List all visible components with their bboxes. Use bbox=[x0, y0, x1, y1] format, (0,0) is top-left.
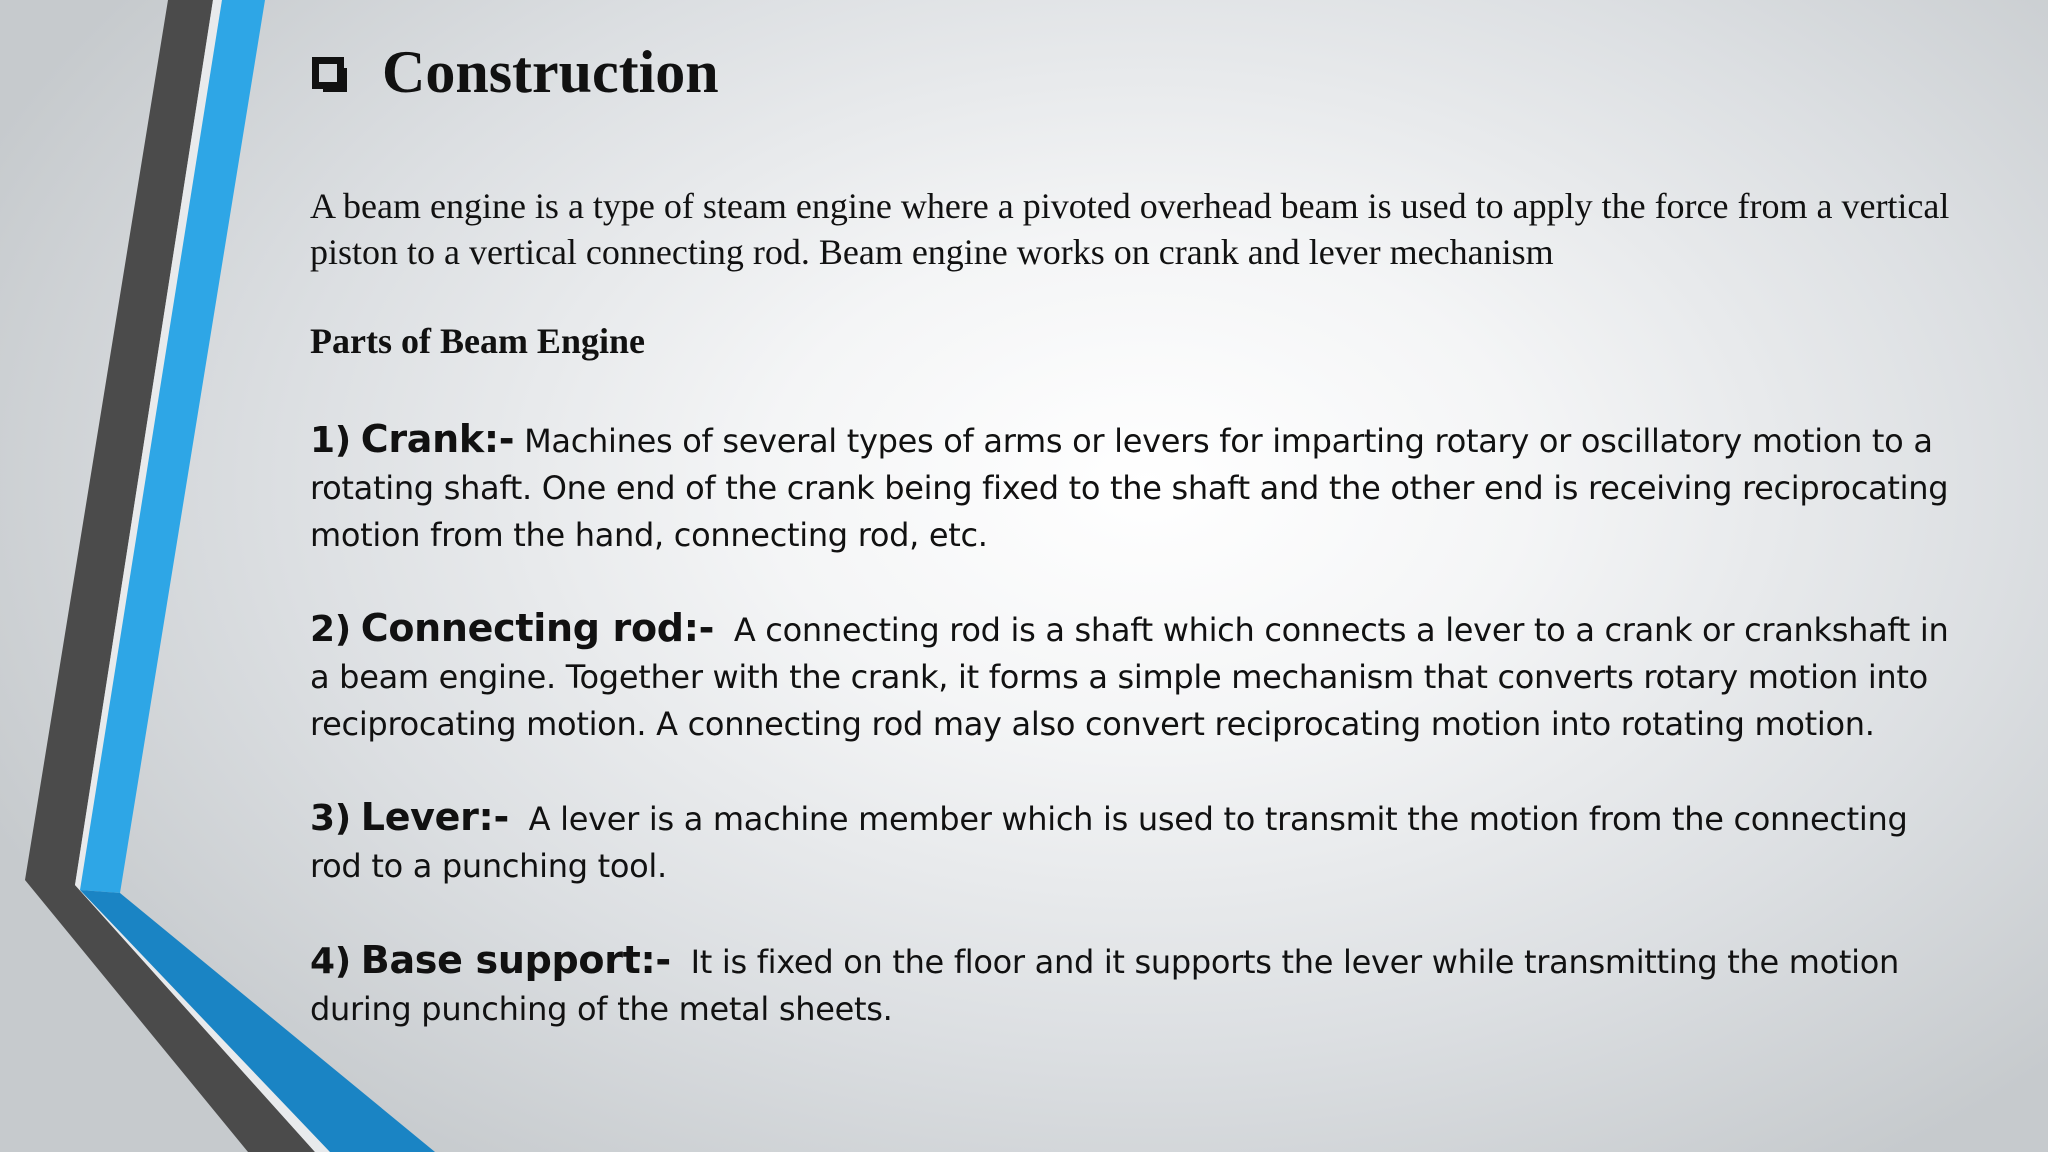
part-description: A connecting rod is a shaft which connects a lever to a crank or crankshaft in a beam engine. Together with the crank, it forms a simple mechanism that converts rotary motion into reciprocating motion. A connecting rod may also convert reciprocating motion into rotating motion. bbox=[310, 611, 1949, 743]
part-description: A lever is a machine member which is used to transmit the motion from the connecting rod to a punching tool. bbox=[310, 800, 1908, 885]
part-item-lever bbox=[310, 794, 1950, 890]
part-number: 2) bbox=[310, 609, 351, 650]
slide-title bbox=[312, 38, 719, 107]
part-number: 1) bbox=[310, 420, 351, 461]
part-term: Connecting rod:- bbox=[360, 606, 715, 650]
part-item-base-support bbox=[310, 937, 1950, 1033]
part-item-crank bbox=[310, 416, 1950, 559]
part-term: Lever:- bbox=[360, 795, 509, 839]
part-number: 4) bbox=[310, 941, 351, 982]
slide-title-text: Construction bbox=[382, 39, 719, 105]
part-description: Machines of several types of arms or levers for imparting rotary or oscillatory motion to a rotating shaft. One end of the crank being fixed to the shaft and the other end is receiving reciprocating motion from the hand, connecting rod, etc. bbox=[310, 422, 1949, 554]
checkbox-bullet-icon bbox=[312, 57, 344, 89]
part-description: It is fixed on the floor and it supports the lever while transmitting the motion during punching of the metal sheets. bbox=[310, 943, 1899, 1028]
part-item-connecting-rod bbox=[310, 605, 1950, 748]
parts-heading: Parts of Beam Engine bbox=[310, 321, 645, 361]
part-term: Base support:- bbox=[360, 938, 671, 982]
part-number: 3) bbox=[310, 798, 351, 839]
part-term: Crank:- bbox=[360, 417, 515, 461]
intro-paragraph: A beam engine is a type of steam engine where a pivoted overhead beam is used to apply the force from a vertical piston to a vertical connecting rod. Beam engine works on crank and lever mechanism bbox=[310, 186, 1950, 272]
